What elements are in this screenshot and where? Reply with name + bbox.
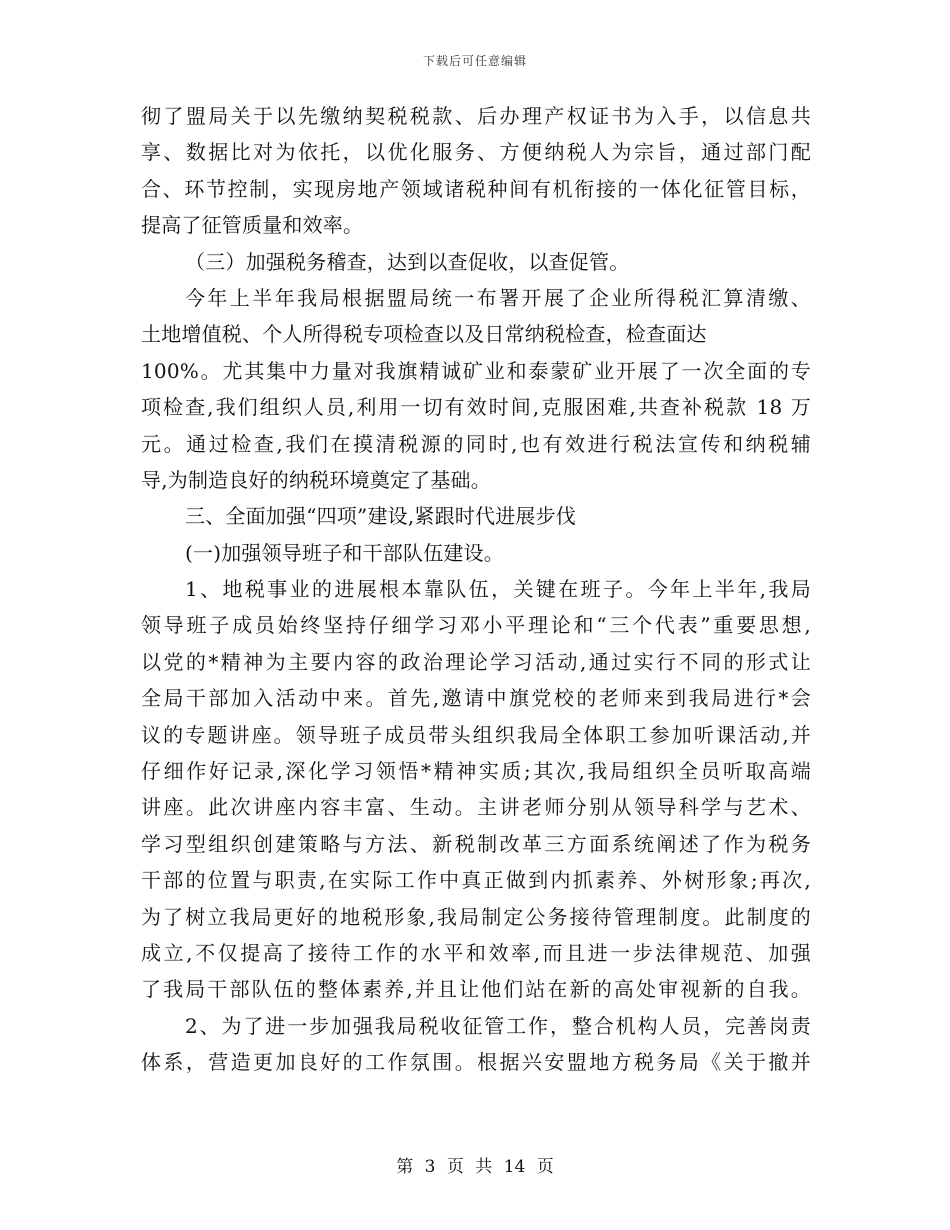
text-line: 以党的*精神为主要内容的政治理论学习活动,通过实行不同的形式让	[141, 649, 811, 674]
text-line: 项检查,我们组织人员,利用一切有效时间,克服困难,共查补税款 18 万	[141, 395, 811, 420]
text-line: 仔细作好记录,深化学习领悟*精神实质;其次,我局组织全员听取高端	[141, 759, 811, 784]
text-line: 三、全面加强“四项”建设,紧跟时代进展步伐	[185, 504, 577, 529]
text-line: 议的专题讲座。领导班子成员带头组织我局全体职工参加听课活动,并	[141, 722, 811, 747]
text-line: 1、地税事业的进展根本靠队伍，关键在班子。今年上半年,我局	[185, 577, 811, 602]
document-body	[141, 98, 811, 1081]
text-line: 了我局干部队伍的整体素养,并且让他们站在新的高处审视新的自我。	[141, 977, 811, 1002]
text-line: 土地增值税、个人所得税专项检查以及日常纳税检查，检查面达	[141, 322, 707, 347]
text-line: 合、环节控制，实现房地产领域诸税种间有机衔接的一体化征管目标，	[141, 176, 811, 201]
text-line: (一)加强领导班子和干部队伍建设。	[185, 540, 505, 565]
text-line: 元。通过检查,我们在摸清税源的同时,也有效进行税法宣传和纳税辅	[141, 431, 811, 456]
page-header-note: 下载后可任意编辑	[422, 54, 527, 68]
text-line: 学习型组织创建策略与方法、新税制改革三方面系统阐述了作为税务	[141, 831, 811, 856]
text-line: 领导班子成员始终坚持仔细学习邓小平理论和“三个代表”重要思想,	[141, 613, 811, 638]
text-line: 干部的位置与职责,在实际工作中真正做到内抓素养、外树形象;再次,	[141, 868, 811, 893]
text-line: 讲座。此次讲座内容丰富、生动。主讲老师分别从领导科学与艺术、	[141, 795, 811, 820]
text-line: 成立,不仅提高了接待工作的水平和效率,而且进一步法律规范、加强	[141, 940, 811, 965]
text-line: 2、为了进一步加强我局税收征管工作，整合机构人员，完善岗责	[185, 1013, 811, 1038]
text-line: 为了树立我局更好的地税形象,我局制定公务接待管理制度。此制度的	[141, 904, 811, 929]
text-line: 彻了盟局关于以先缴纳契税税款、后办理产权证书为入手，以信息共	[141, 104, 811, 128]
page-number-footer: 第 3 页 共 14 页	[396, 1157, 554, 1177]
text-line: 100%。尤其集中力量对我旗精诚矿业和泰蒙矿业开展了一次全面的专	[141, 358, 811, 383]
text-line: 导,为制造良好的纳税环境奠定了基础。	[141, 467, 491, 492]
text-line: 体系，营造更加良好的工作氛围。根据兴安盟地方税务局《关于撤并	[141, 1050, 811, 1075]
text-line: 享、数据比对为依托，以优化服务、方便纳税人为宗旨，通过部门配	[141, 140, 811, 165]
text-line: 今年上半年我局根据盟局统一布署开展了企业所得税汇算清缴、	[185, 285, 811, 310]
text-line: （三）加强税务稽查，达到以查促收，以查促管。	[185, 249, 630, 274]
text-line: 提高了征管质量和效率。	[141, 213, 364, 238]
text-line: 全局干部加入活动中来。首先,邀请中旗党校的老师来到我局进行*会	[141, 686, 811, 711]
